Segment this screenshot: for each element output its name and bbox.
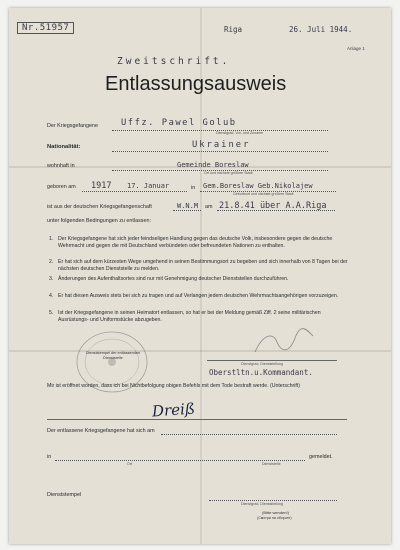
condition-text: Ist der Kriegsgefangene in seinen Heimatort entlassen, so hat er bei der Meldung gemäß Ziff. 2 seine militärischen Ausrüstungs- und Uniformstücke abzugeben. — [58, 310, 321, 323]
condition-text: Änderungen des Aufenthaltsortes sind nur mit Genehmigung deutscher Dienststellen durchzuführen. — [58, 276, 289, 282]
prisoner-signature: Dreiß — [151, 399, 196, 421]
document-title: Entlassungsausweis — [105, 73, 287, 95]
section-divider — [47, 419, 347, 420]
attachment-label: Anlage 1 — [347, 46, 365, 51]
footer-place-line — [55, 460, 305, 461]
residence-caption: Ort und nächste größere Stadt — [204, 171, 253, 175]
born-in-label: in — [191, 185, 196, 191]
footer-in-label: in — [47, 454, 52, 460]
footer-stamp-label: Dienststempel — [47, 492, 82, 498]
footer-rank-caption: Dienstgrad, Dienststellung — [241, 502, 283, 506]
condition-text: Der Kriegsgefangene hat sich jeder feindseligen Handlung gegen das deutsche Volk, insbesondere gegen die deutsche Wehrmacht und gegen die mit Deutschland verbündeten oder befreundeten Nationen zu enthalten. — [58, 236, 333, 249]
footer-rank-line — [209, 500, 337, 501]
condition-text: Er hat sich auf dem kürzesten Wege umgehend in seinen Bestimmungsort zu begeben und sich innerhalb von 8 Tagen bei der nächsten deutschen Dienststelle zu melden. — [58, 259, 348, 272]
turn-over-note: (Bitte wenden!) — [262, 510, 289, 515]
custody-am-label: am — [205, 204, 213, 210]
born-place: Gem.Boreslaw Geb.Nikolajew — [203, 182, 313, 190]
declaration-text: Mir ist eröffnet worden, dass ich bei Nichtbefolgung obigen Befehls mit dem Tode bestraft werde. (Unterschrift) — [47, 383, 300, 389]
born-date-line — [82, 191, 187, 192]
copy-label: Zweitschrift. — [117, 56, 231, 67]
custody-value: W.N.M — [177, 202, 199, 210]
born-year: 1917 — [91, 181, 112, 191]
nationality-line — [112, 151, 328, 152]
conditions-intro: unter folgenden Bedingungen zu entlassen: — [47, 218, 152, 224]
born-day: 17. Januar — [127, 182, 170, 190]
nationality-label: Nationalität: — [47, 144, 81, 150]
prisoner-caption: Dienstgrad, Vor- und Zuname — [216, 131, 264, 135]
custody-line — [173, 210, 201, 211]
footer-date-line — [161, 434, 337, 435]
custody-prefix: ist aus der deutschen Kriegsgefangenschaft — [47, 204, 152, 210]
prisoner-label: Der Kriegsgefangene — [47, 123, 98, 129]
residence-label: wohnhaft in — [47, 163, 75, 169]
condition-number: 5. — [49, 310, 54, 316]
rank-caption: Dienstgrad, Dienststellung — [241, 362, 283, 366]
stamp-caption: Dienststempel der entlassenden Dienststelle — [85, 351, 141, 360]
prisoner-name: Uffz. Pawel Golub — [121, 118, 237, 128]
issue-place: Riga — [224, 25, 243, 34]
footer-ort-caption: Ort — [127, 462, 132, 466]
turn-over-note-ru: (Смотри на обороте) — [257, 516, 292, 520]
commander-line — [207, 360, 337, 361]
document-number: Nr.51957 — [17, 22, 74, 34]
born-caption: Geburtsort und nächste größere Stadt — [233, 192, 294, 196]
commander-title: Oberstltn.u.Kommandant. — [209, 368, 313, 377]
commander-signature — [249, 324, 319, 360]
condition-number: 2. — [49, 259, 54, 265]
born-label: geboren am — [47, 184, 76, 190]
issue-date: 26. Juli 1944. — [289, 25, 353, 34]
condition-number: 1. — [49, 236, 54, 242]
condition-number: 3. — [49, 276, 54, 282]
footer-gemeldet: gemeldet. — [309, 454, 333, 460]
nationality-value: Ukrainer — [192, 140, 251, 150]
footer-line: Der entlassene Kriegsgefangene hat sich am — [47, 428, 155, 434]
document-sheet — [9, 8, 391, 544]
condition-number: 4. — [49, 293, 54, 299]
footer-dienststelle-caption: Dienststelle — [262, 462, 281, 466]
custody-date-place: 21.8.41 über A.A.Riga — [219, 201, 327, 211]
residence-value: Gemeinde Boreslaw — [177, 161, 249, 169]
condition-text: Er hat diesen Ausweis stets bei sich zu tragen und auf Verlangen jedem deutschen Wehrmachtsangehörigen vorzuzeigen. — [58, 293, 339, 299]
